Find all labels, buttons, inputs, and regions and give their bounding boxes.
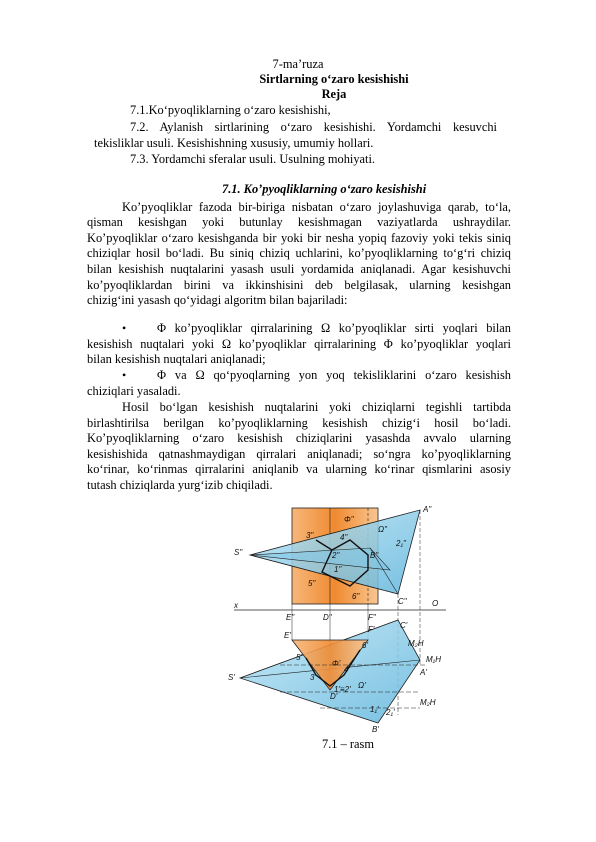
para1-line: Ko’pyoqliklar fazoda bir-biriga nisbatan o‘zaro joylashuviga qarab, to‘la, — [122, 200, 511, 214]
bullet-line: kesishish nuqtalari yoki Ω ko’pyoqliklar qirralarining Φ ko’pyoqliklar yoqlari — [87, 337, 511, 351]
label: O — [432, 599, 439, 608]
para1-line: ko’pyoqliklardan birini va ikkinshisini deb belgilasak, ularning kesishgan — [87, 278, 511, 292]
label: 6" — [352, 592, 360, 601]
label: Φ' — [332, 659, 341, 668]
label: 2" — [332, 551, 340, 560]
bullet-line: chiziqlari yasaladi. — [87, 384, 181, 398]
label: 5' — [296, 653, 302, 662]
label: S" — [234, 548, 243, 557]
lecture-number: 7-ma’ruza — [272, 57, 324, 71]
label: F' — [368, 625, 375, 634]
para2-line: kesishishida qatnashmaydigan qirralari aniqlanadi; so‘ngra ko’pyoqliklarning — [87, 447, 511, 461]
bullet-marker: • — [122, 321, 127, 335]
section-title: 7.1. Ko’pyoqliklarning o‘zaro kesishishi — [222, 182, 427, 196]
bullet-line: Φ va Ω qo‘pyoqlarning yon yoq tekisliklarini o‘zaro kesishish — [157, 368, 511, 382]
label: C' — [400, 621, 408, 630]
para2-line: birlashtirilsa berilgan ko’pyoqliklarning kesishish chizig‘i hosil bo‘ladi. — [87, 416, 511, 430]
label: F" — [368, 613, 376, 622]
intersection-drawing — [220, 500, 460, 735]
label: C" — [398, 597, 407, 606]
label: E" — [286, 613, 295, 622]
para2-line: Hosil bo‘lgan kesishish nuqtalarini yoki chiziqlarni tegishli tartibda — [122, 400, 511, 414]
label: 4' — [344, 665, 350, 674]
label: S' — [228, 673, 235, 682]
label: 4" — [340, 533, 348, 542]
para2-line: tutash chiziqlarda yurg‘izib chiqiladi. — [87, 478, 273, 492]
para2-line: Ko’pyoqliklarning o‘zaro kesishish chiziqlarini yasashda avvalo ularning — [87, 431, 511, 445]
label: 1" — [334, 565, 342, 574]
label: 3" — [306, 531, 314, 540]
para1-line: bilan kesishish nuqtalarini yasash usuli yordamida aniqlanadi. Agar kesishuvchi — [87, 262, 511, 276]
label: Φ" — [344, 515, 354, 524]
label: M₂H — [408, 639, 424, 648]
plan-item-3: 7.3. Yordamchi sferalar usuli. Usulning mohiyati. — [130, 152, 376, 166]
plan-item-1: 7.1.Ko‘pyoqliklarning o‘zaro kesishishi, — [130, 103, 331, 117]
bullet-line: bilan kesishish nuqtalari aniqlanadi; — [87, 352, 266, 366]
figure-caption: 7.1 – rasm — [322, 737, 374, 751]
para2-line: ko‘rinar, ko‘rinmas qirralarini aniqlanib va ularning ko‘rinar qismlarini asosiy — [87, 462, 511, 476]
label: A" — [423, 505, 432, 514]
label: Ω" — [378, 525, 387, 534]
label: M₂H — [420, 698, 436, 707]
label: E' — [284, 631, 291, 640]
bullet-marker: • — [122, 368, 127, 382]
para1-line: chizig‘ini yasash qo‘yidagi algoritm bilan bajariladi: — [87, 293, 348, 307]
plan-heading: Reja — [321, 87, 347, 101]
label: B' — [372, 725, 379, 734]
label: A' — [420, 668, 427, 677]
label: 5" — [308, 579, 316, 588]
para1-line: qisman kesishgan yoki butunlay kesishmagan vaziyatlarda ushraydilar. — [87, 215, 511, 229]
bullet-line: Φ ko’pyoqliklar qirralarining Ω ko’pyoqliklar sirti yoqlari bilan — [157, 321, 511, 335]
label: B" — [370, 551, 379, 560]
label: 2₁' — [386, 708, 395, 717]
para1-line: Ko’pyoqliklar o‘zaro kesishganda bir yoki bir nesha yopiq fazoviy yoki tekis siniq — [87, 231, 511, 245]
label: 6' — [362, 641, 368, 650]
label: M₁H — [426, 655, 441, 664]
label: D" — [323, 613, 332, 622]
label: 2₁" — [396, 539, 406, 548]
label: 3' — [310, 673, 316, 682]
plan-item-2: 7.2. Aylanish sirtlarining o‘zaro kesishishi. Yordamchi kesuvchi — [130, 120, 497, 134]
label: x — [234, 601, 238, 610]
label: D' — [330, 692, 338, 701]
label: 1₁' — [370, 705, 379, 714]
label: Ω' — [358, 681, 366, 690]
plan-item-2-cont: tekisliklar usuli. Kesishishning xususiy, umumiy hollari. — [94, 136, 374, 150]
page-title: Sirtlarning o‘zaro kesishishi — [259, 72, 409, 86]
para1-line: chiziqlar hosil bo‘ladi. Bu siniq chiziq uchlarini, ko’pyoqliklarning to‘g‘ri chiziq — [87, 246, 511, 260]
label: 1'≡2' — [334, 685, 351, 694]
